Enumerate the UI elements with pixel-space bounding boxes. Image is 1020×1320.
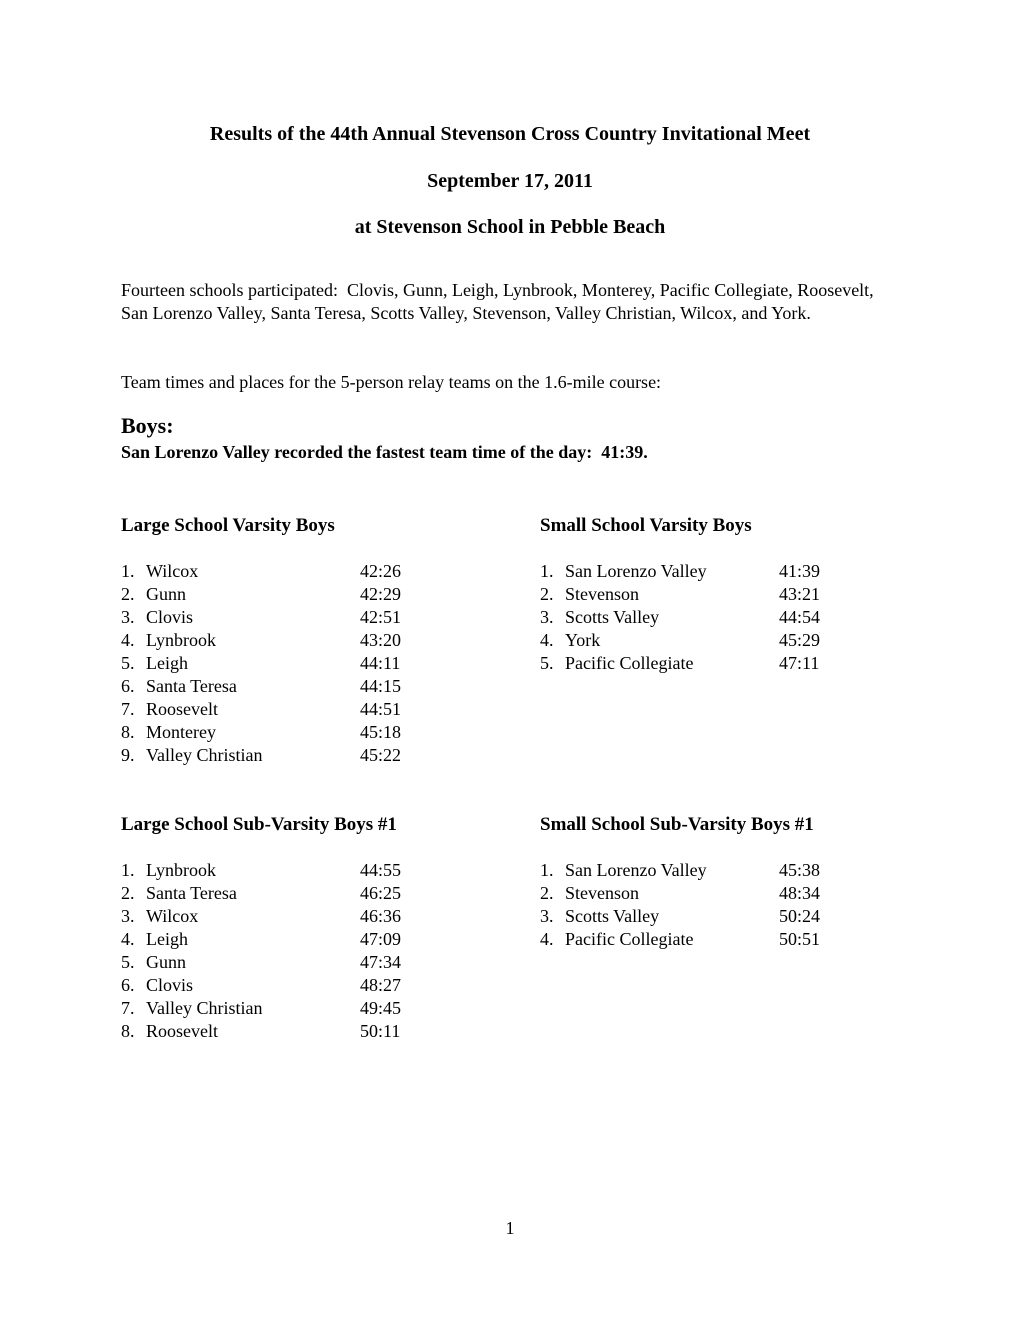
result-row (121, 721, 521, 744)
team-name: Valley Christian (146, 998, 263, 1018)
result-group-small-school-sub-varsity-boys-1 (540, 813, 940, 951)
team-name: Wilcox (146, 906, 199, 926)
team-time: 49:45 (360, 998, 402, 1018)
result-list (540, 560, 940, 675)
result-row (540, 629, 940, 652)
course-note: Team times and places for the 5-person relay teams on the 1.6-mile course: (121, 372, 662, 392)
team-name: Roosevelt (146, 699, 218, 719)
result-list (121, 859, 521, 1043)
team-time: 50:51 (779, 929, 821, 949)
place-number: 4. (121, 630, 135, 650)
document-location: at Stevenson School in Pebble Beach (354, 216, 666, 238)
result-row (540, 583, 940, 606)
team-time: 47:34 (360, 952, 402, 972)
team-name: Stevenson (565, 883, 639, 903)
team-name: Gunn (146, 584, 186, 604)
team-name: Monterey (146, 722, 216, 742)
result-row (121, 652, 521, 675)
place-number: 2. (121, 584, 135, 604)
place-number: 4. (540, 929, 554, 949)
place-number: 6. (121, 676, 135, 696)
team-name: San Lorenzo Valley (565, 860, 707, 880)
team-time: 44:51 (360, 699, 402, 719)
place-number: 1. (121, 860, 135, 880)
result-row (121, 583, 521, 606)
result-row (121, 744, 521, 767)
group-heading: Large School Varsity Boys (121, 515, 335, 536)
team-name: Pacific Collegiate (565, 653, 694, 673)
page-number: 1 (505, 1218, 515, 1238)
result-row (121, 560, 521, 583)
team-name: Lynbrook (146, 630, 216, 650)
place-number: 2. (540, 883, 554, 903)
team-time: 42:26 (360, 561, 402, 581)
place-number: 1. (121, 561, 135, 581)
team-time: 44:54 (779, 607, 821, 627)
boys-section-heading: Boys: (121, 413, 174, 438)
result-row (121, 1020, 521, 1043)
place-number: 6. (121, 975, 135, 995)
result-row (121, 606, 521, 629)
team-time: 44:55 (360, 860, 402, 880)
team-time: 48:27 (360, 975, 402, 995)
result-row (121, 698, 521, 721)
team-time: 46:36 (360, 906, 402, 926)
result-row (121, 675, 521, 698)
team-name: Leigh (146, 653, 188, 673)
place-number: 7. (121, 699, 135, 719)
place-number: 9. (121, 745, 135, 765)
result-row (121, 928, 521, 951)
place-number: 3. (540, 607, 554, 627)
place-number: 1. (540, 860, 554, 880)
team-time: 45:18 (360, 722, 402, 742)
result-row (121, 905, 521, 928)
team-name: Scotts Valley (565, 906, 660, 926)
team-time: 42:29 (360, 584, 402, 604)
result-row (540, 882, 940, 905)
place-number: 3. (540, 906, 554, 926)
place-number: 8. (121, 1021, 135, 1041)
place-number: 5. (540, 653, 554, 673)
group-heading: Small School Varsity Boys (540, 515, 752, 536)
place-number: 1. (540, 561, 554, 581)
team-name: Roosevelt (146, 1021, 218, 1041)
team-time: 44:15 (360, 676, 402, 696)
result-row (121, 997, 521, 1020)
team-time: 41:39 (779, 561, 821, 581)
team-time: 45:38 (779, 860, 821, 880)
place-number: 7. (121, 998, 135, 1018)
document-date: September 17, 2011 (427, 170, 593, 192)
team-time: 45:29 (779, 630, 821, 650)
team-name: San Lorenzo Valley (565, 561, 707, 581)
place-number: 3. (121, 906, 135, 926)
team-name: Leigh (146, 929, 188, 949)
team-time: 45:22 (360, 745, 402, 765)
result-row (121, 951, 521, 974)
team-name: Pacific Collegiate (565, 929, 694, 949)
result-row (540, 560, 940, 583)
result-row (121, 859, 521, 882)
place-number: 3. (121, 607, 135, 627)
team-time: 44:11 (360, 653, 401, 673)
team-name: Wilcox (146, 561, 199, 581)
team-name: Clovis (146, 607, 194, 627)
result-row (540, 928, 940, 951)
result-group-small-school-varsity-boys (540, 514, 940, 675)
result-list (540, 859, 940, 951)
team-name: Santa Teresa (146, 883, 237, 903)
place-number: 5. (121, 653, 135, 673)
team-name: Lynbrook (146, 860, 216, 880)
team-time: 47:11 (779, 653, 820, 673)
team-name: York (565, 630, 601, 650)
participants-paragraph: Fourteen schools participated: Clovis, Gunn, Leigh, Lynbrook, Monterey, Pacific Collegiate, Roosevelt, San Lorenzo Valley, Santa Teresa, Scotts Valley, Stevenson, Valley Christian, Wilcox, and York. (121, 280, 879, 323)
team-name: Santa Teresa (146, 676, 237, 696)
result-list (121, 560, 521, 767)
result-row (540, 859, 940, 882)
team-time: 42:51 (360, 607, 402, 627)
team-name: Clovis (146, 975, 194, 995)
group-heading: Large School Sub-Varsity Boys #1 (121, 814, 397, 835)
result-group-large-school-sub-varsity-boys-1 (121, 813, 521, 1043)
result-row (540, 652, 940, 675)
group-heading: Small School Sub-Varsity Boys #1 (540, 814, 814, 835)
team-time: 50:11 (360, 1021, 401, 1041)
fastest-time-note: San Lorenzo Valley recorded the fastest team time of the day: 41:39. (121, 442, 648, 462)
document-title: Results of the 44th Annual Stevenson Cross Country Invitational Meet (209, 123, 811, 145)
team-name: Scotts Valley (565, 607, 660, 627)
result-row (540, 606, 940, 629)
team-time: 50:24 (779, 906, 821, 926)
result-row (121, 629, 521, 652)
result-group-large-school-varsity-boys (121, 514, 521, 767)
place-number: 8. (121, 722, 135, 742)
result-row (121, 974, 521, 997)
team-name: Gunn (146, 952, 186, 972)
team-time: 47:09 (360, 929, 402, 949)
team-time: 46:25 (360, 883, 402, 903)
team-time: 48:34 (779, 883, 821, 903)
team-time: 43:21 (779, 584, 821, 604)
team-name: Stevenson (565, 584, 639, 604)
place-number: 4. (121, 929, 135, 949)
place-number: 2. (121, 883, 135, 903)
place-number: 4. (540, 630, 554, 650)
place-number: 2. (540, 584, 554, 604)
team-name: Valley Christian (146, 745, 263, 765)
place-number: 5. (121, 952, 135, 972)
result-row (540, 905, 940, 928)
team-time: 43:20 (360, 630, 402, 650)
result-row (121, 882, 521, 905)
